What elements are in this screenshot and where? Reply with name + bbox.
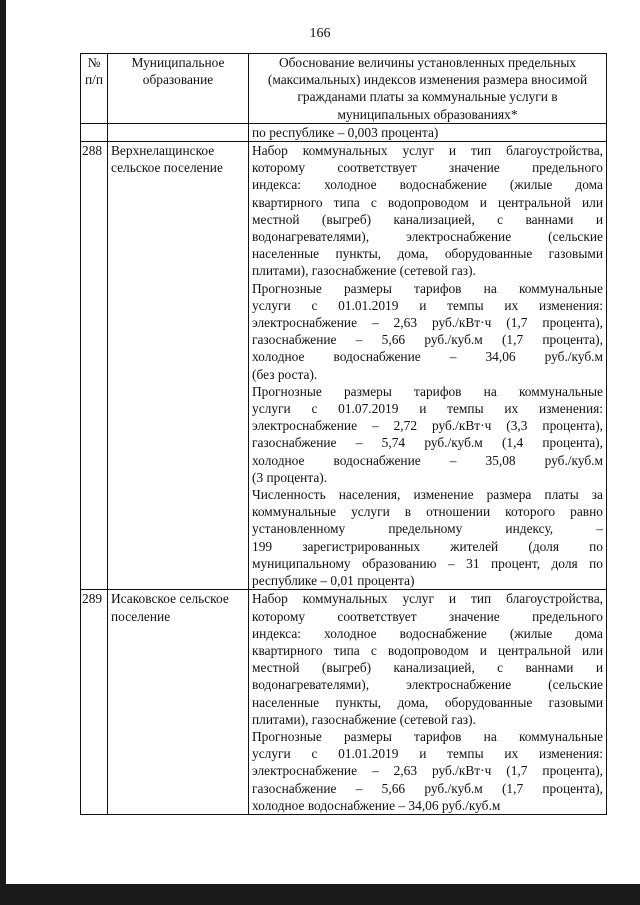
justification-line: Прогнозные размеры тарифов на коммунальные (252, 728, 603, 744)
justification-line: которому соответствует значение предельного (252, 160, 603, 176)
justification-line: услуги с 01.01.2019 и темпы их изменения: (252, 746, 603, 762)
justification-line: муниципальному образованию – 31 процент, доля по (252, 555, 603, 571)
scan-edge-bottom (0, 884, 640, 905)
justification-line: газоснабжение – 5,66 руб./куб.м (1,7 процента), (252, 780, 603, 796)
justification-line: плитами), газоснабжение (сетевой газ). (252, 711, 476, 727)
justification-line: индекса: холодное водоснабжение (жилые дома (252, 177, 603, 193)
continuation-row (81, 123, 607, 141)
row-number: 288 (81, 142, 108, 590)
justification-line: квартирного типа с водопроводом и центральной или (252, 642, 603, 658)
justification-line: Прогнозные размеры тарифов на коммунальные (252, 280, 603, 296)
justification-line: холодное водоснабжение – 34,06 руб./куб.м (252, 349, 603, 365)
row-justification (249, 590, 607, 815)
justification-line: индекса: холодное водоснабжение (жилые дома (252, 625, 603, 641)
scan-edge-left (0, 0, 6, 905)
row-municipality: Исаковское сельское поселение (108, 590, 249, 815)
justification-line: 199 зарегистрированных жителей (доля по (252, 538, 603, 554)
justification-line: Численность населения, изменение размера платы за (252, 487, 603, 503)
justification-line: Прогнозные размеры тарифов на коммунальные (252, 383, 603, 399)
justification-line: водонагревателями), электроснабжение (сельские (252, 677, 603, 693)
justification-line: газоснабжение – 5,74 руб./куб.м (1,4 процента), (252, 435, 603, 451)
justification-line: водонагревателями), электроснабжение (сельские (252, 229, 603, 245)
page-number: 166 (309, 26, 331, 41)
justification-paragraph (252, 383, 603, 486)
header-municipality: Муниципальное образование (108, 54, 249, 124)
table-row (81, 590, 607, 815)
justification-line: которому соответствует значение предельного (252, 608, 603, 624)
justification-line: электроснабжение – 2,63 руб./кВт·ч (1,7 процента), (252, 763, 603, 779)
justification-paragraph (252, 728, 603, 814)
justification-line: газоснабжение – 5,66 руб./куб.м (1,7 процента), (252, 332, 603, 348)
justification-line: коммунальные услуги в отношении которого равно (252, 504, 603, 520)
justification-line: квартирного типа с водопроводом и центральной или (252, 194, 603, 210)
justification-line: (без роста). (252, 366, 318, 382)
justification-line: холодное водоснабжение – 34,06 руб./куб.м (252, 797, 501, 813)
table-row (81, 142, 607, 590)
continuation-text: по республике – 0,003 процента) (249, 123, 607, 141)
table-header-row (81, 54, 607, 124)
justification-line: Набор коммунальных услуг и тип благоустройства, (252, 143, 603, 159)
justification-line: услуги с 01.01.2019 и темпы их изменения: (252, 297, 603, 313)
justification-line: услуги с 01.07.2019 и темпы их изменения: (252, 401, 603, 417)
justification-line: республике – 0,01 процента) (252, 573, 415, 589)
justification-line: (3 процента). (252, 469, 328, 485)
justification-line: местной (выгреб) канализацией, с ваннами и (252, 211, 603, 227)
row-justification (249, 142, 607, 590)
justification-line: местной (выгреб) канализацией, с ваннами и (252, 660, 603, 676)
header-number: № п/п (81, 54, 108, 124)
justification-paragraph (252, 142, 603, 280)
justification-paragraph (252, 590, 603, 728)
justification-line: Набор коммунальных услуг и тип благоустройства, (252, 591, 603, 607)
justification-line: электроснабжение – 2,63 руб./кВт·ч (1,7 процента), (252, 315, 603, 331)
row-number: 289 (81, 590, 108, 815)
row-municipality: Верхнелащинское сельское поселение (108, 142, 249, 590)
justification-paragraph (252, 486, 603, 589)
justification-line: холодное водоснабжение – 35,08 руб./куб.м (252, 452, 603, 468)
justification-line: населенные пункты, дома, оборудованные газовыми (252, 246, 603, 262)
justification-line: электроснабжение – 2,72 руб./кВт·ч (3,3 процента), (252, 418, 603, 434)
tariff-table (80, 53, 607, 815)
header-justification: Обоснование величины установленных предельных (максимальных) индексов изменения размера вносимой гражданами платы за коммунальные услуги в муниципальных образованиях* (249, 54, 607, 124)
justification-line: установленному предельному индексу, – (252, 521, 603, 537)
justification-line: плитами), газоснабжение (сетевой газ). (252, 263, 476, 279)
justification-paragraph (252, 280, 603, 383)
justification-line: населенные пункты, дома, оборудованные газовыми (252, 694, 603, 710)
